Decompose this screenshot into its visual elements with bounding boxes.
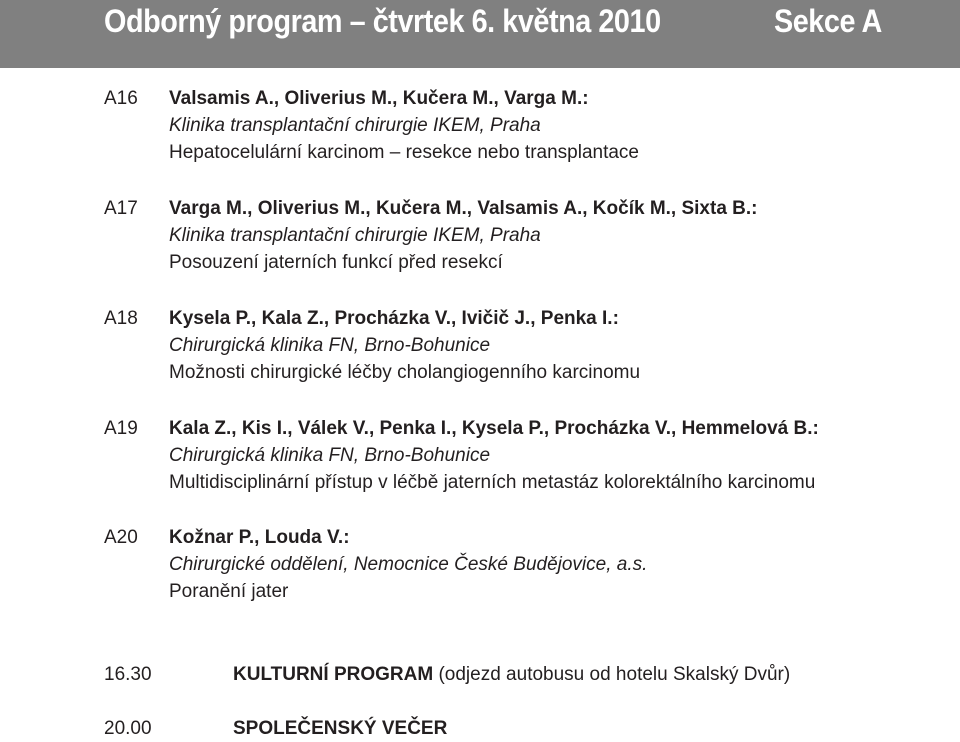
entry-authors: Kožnar P., Louda V.: <box>169 527 350 548</box>
entry-affiliation: Chirurgická klinika FN, Brno-Bohunice <box>169 445 491 466</box>
program-note: (odjezd autobusu od hotelu Skalský Dvůr) <box>433 664 791 685</box>
entry-code: A17 <box>104 198 138 219</box>
program-time: 16.30 <box>104 664 152 685</box>
entry-title: Poranění jater <box>169 581 289 602</box>
entry-affiliation: Klinika transplantační chirurgie IKEM, Praha <box>169 225 541 246</box>
entry-affiliation: Klinika transplantační chirurgie IKEM, Praha <box>169 115 541 136</box>
program-time: 20.00 <box>104 718 152 739</box>
section-label: Sekce A <box>774 3 882 39</box>
entry-code: A19 <box>104 418 138 439</box>
page-header <box>0 0 960 68</box>
entry-code: A16 <box>104 88 138 109</box>
entry-title: Multidisciplinární přístup v léčbě jaterních metastáz kolorektálního karcinomu <box>169 472 816 493</box>
entry-authors: Valsamis A., Oliverius M., Kučera M., Varga M.: <box>169 88 589 109</box>
entry-title: Možnosti chirurgické léčby cholangiogenního karcinomu <box>169 362 641 383</box>
entry-affiliation: Chirurgická klinika FN, Brno-Bohunice <box>169 335 491 356</box>
entry-authors: Kala Z., Kis I., Válek V., Penka I., Kysela P., Procházka V., Hemmelová B.: <box>169 418 819 439</box>
entry-affiliation: Chirurgické oddělení, Nemocnice České Budějovice, a.s. <box>169 554 648 575</box>
entry-code: A20 <box>104 527 138 548</box>
program-heading: KULTURNÍ PROGRAM <box>233 664 434 685</box>
program-heading: SPOLEČENSKÝ VEČER <box>233 718 448 739</box>
entry-code: A18 <box>104 308 138 329</box>
entry-title: Posouzení jaterních funkcí před resekcí <box>169 252 503 273</box>
header-title: Odborný program – čtvrtek 6. května 2010 <box>104 3 661 39</box>
program-text <box>233 661 790 688</box>
entry-authors: Kysela P., Kala Z., Procházka V., Ivičič J., Penka I.: <box>169 308 619 329</box>
entry-title: Hepatocelulární karcinom – resekce nebo transplantace <box>169 142 639 163</box>
entry-authors: Varga M., Oliverius M., Kučera M., Valsamis A., Kočík M., Sixta B.: <box>169 198 758 219</box>
program-text <box>233 715 447 742</box>
